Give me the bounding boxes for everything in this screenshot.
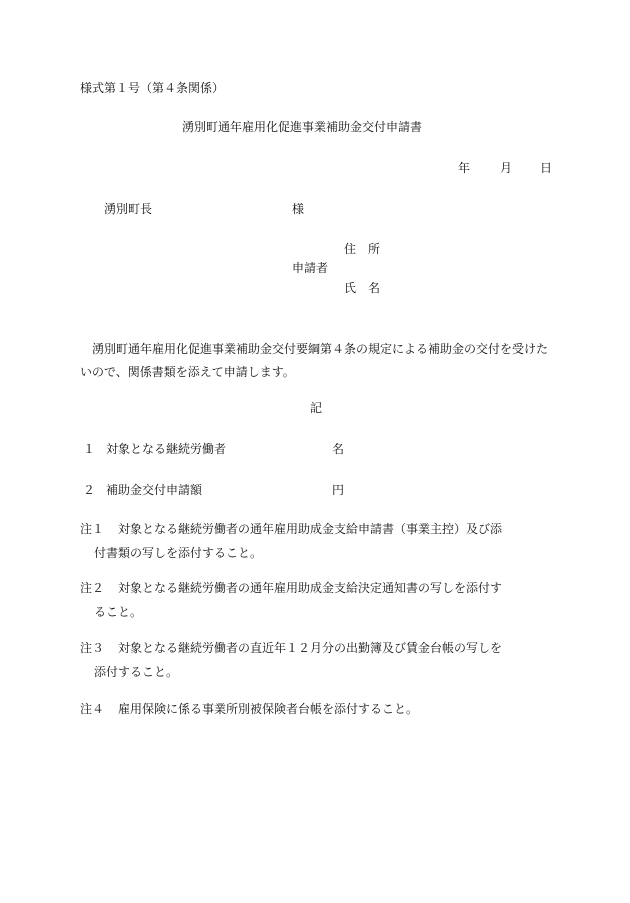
note-2 (80, 576, 554, 619)
note-line: 雇用保険に係る事業所別被保険者台帳を添付すること。 (118, 702, 419, 716)
addressee-name: 湧別町長 (104, 202, 153, 216)
date-day: 日 (540, 161, 553, 175)
address-label: 住 所 (344, 242, 381, 256)
form-number: 様式第１号（第４条関係） (80, 81, 225, 95)
note-line: 添付すること。 (94, 665, 179, 679)
ki-heading: 記 (310, 401, 323, 415)
note-label: 注３ (80, 641, 105, 655)
note-1 (80, 517, 554, 560)
item-unit: 名 (332, 442, 345, 456)
date-month: 月 (500, 161, 513, 175)
note-3 (80, 636, 554, 679)
note-line: ること。 (94, 605, 143, 619)
note-line: 対象となる継続労働者の直近年１２月分の出勤簿及び賃金台帳の写しを (118, 641, 503, 655)
note-label: 注２ (80, 581, 105, 595)
item-unit: 円 (332, 483, 345, 497)
name-label: 氏 名 (344, 281, 381, 295)
item-label: 補助金交付申請額 (106, 483, 203, 497)
document-title: 湧別町通年雇用化促進事業補助金交付申請書 (182, 120, 423, 134)
note-label: 注１ (80, 522, 105, 536)
item-label: 対象となる継続労働者 (106, 442, 227, 456)
note-label: 注４ (80, 702, 105, 716)
applicant-label: 申請者 (292, 261, 329, 275)
note-4 (80, 697, 554, 721)
item-number: １ (83, 442, 96, 456)
addressee-honorific: 様 (292, 202, 305, 216)
note-line: 対象となる継続労働者の通年雇用助成金支給申請書（事業主控）及び添 (118, 522, 503, 536)
note-line: 付書類の写しを添付すること。 (94, 546, 263, 560)
item-number: ２ (83, 483, 96, 497)
body-text: 湧別町通年雇用化促進事業補助金交付要綱第４条の規定による補助金の交付を受けたいので、関係書類を添えて申請します。 (80, 342, 549, 379)
note-line: 対象となる継続労働者の通年雇用助成金支給決定通知書の写しを添付す (118, 581, 503, 595)
date-year: 年 (458, 161, 471, 175)
